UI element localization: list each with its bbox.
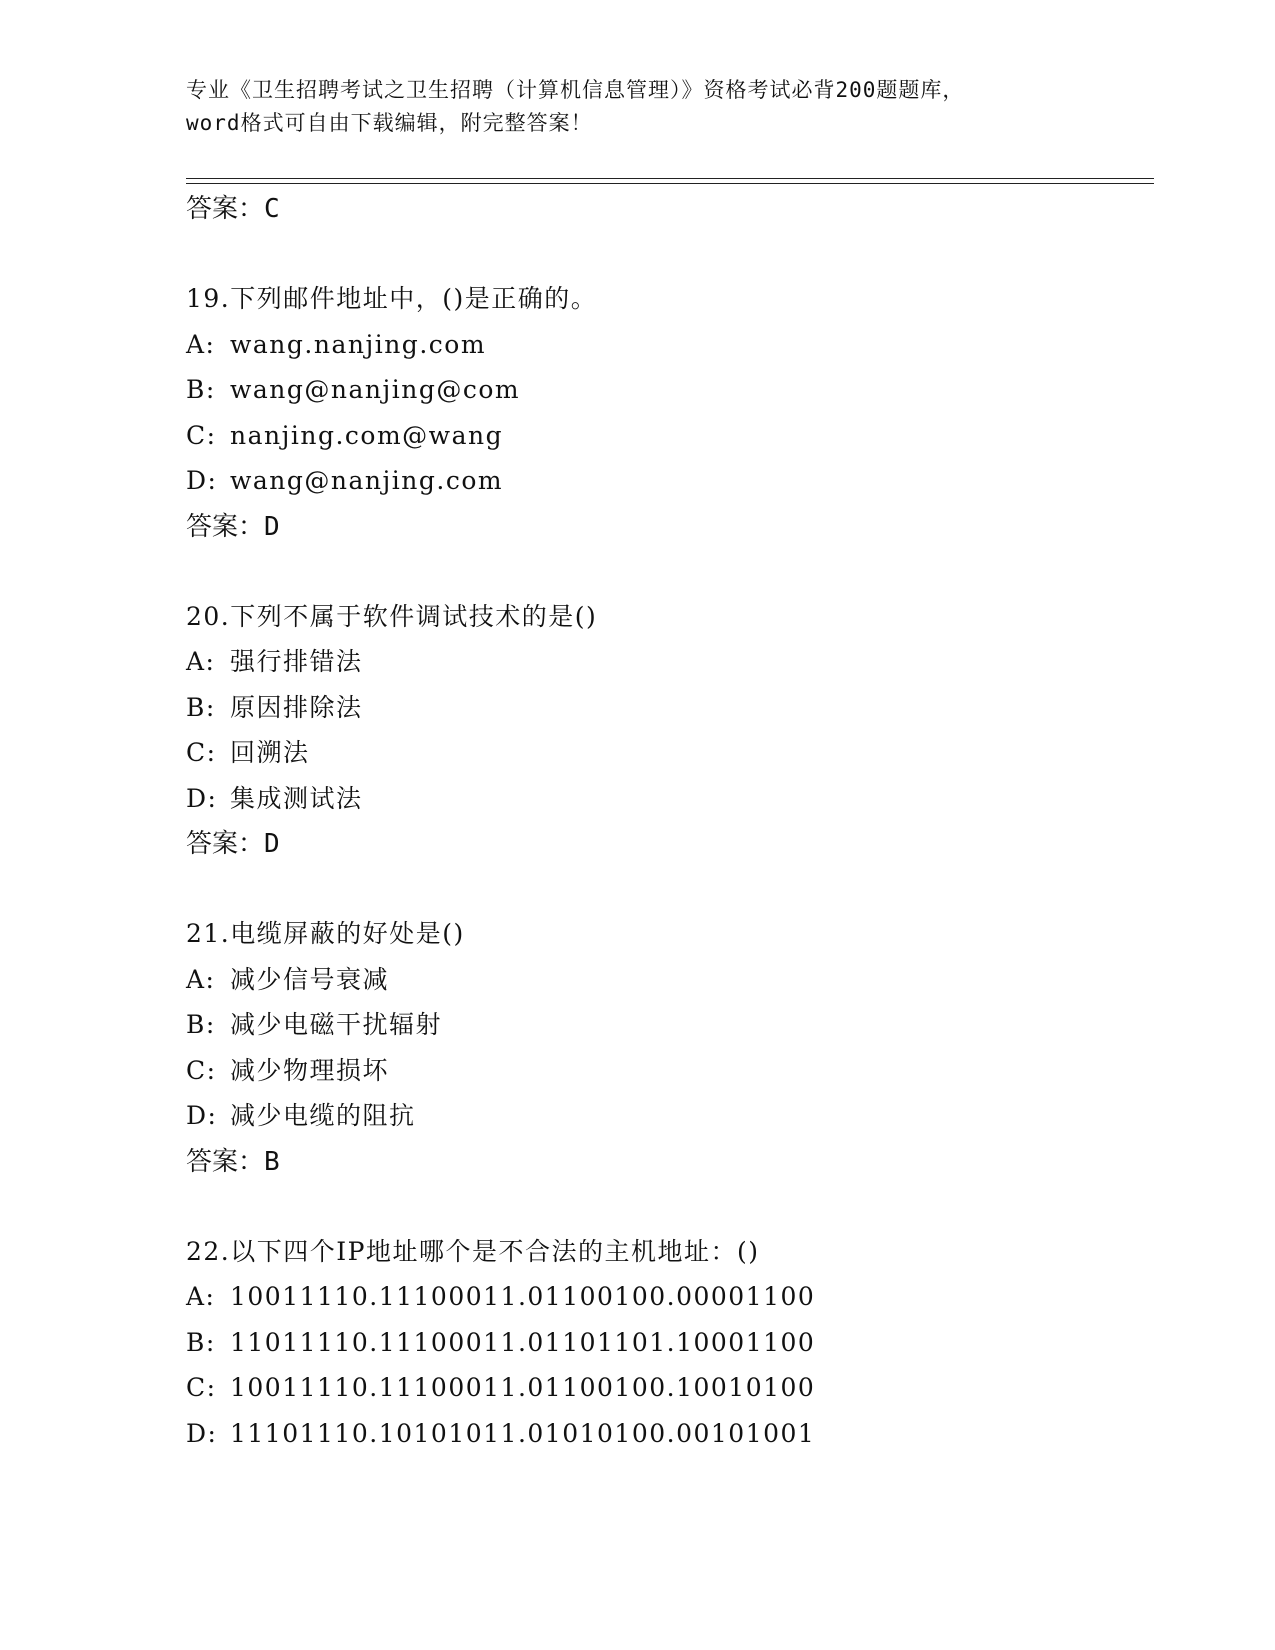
question-20 xyxy=(186,594,1146,868)
header-line-2: word格式可自由下载编辑，附完整答案！ xyxy=(186,111,593,135)
option-text: 10011110.11100011.01100100.00001100 xyxy=(230,1282,816,1311)
option-letter: B: xyxy=(186,692,216,722)
option-text: 强行排错法 xyxy=(230,647,363,676)
option-text: wang@nanjing.com xyxy=(230,466,504,495)
option-b xyxy=(186,367,1146,413)
option-text: 减少信号衰减 xyxy=(230,964,390,994)
option-b xyxy=(186,1320,1146,1366)
answer-line: 答案：D xyxy=(186,829,280,859)
option-d xyxy=(186,458,1146,504)
option-c xyxy=(186,1365,1146,1411)
option-letter: B: xyxy=(186,1010,216,1039)
question-stem: 20.下列不属于软件调试技术的是() xyxy=(186,601,598,631)
option-text: 11101110.10101011.01010100.00101001 xyxy=(230,1418,816,1448)
option-letter: A: xyxy=(186,647,216,676)
answer-line: 答案：B xyxy=(186,1146,280,1177)
page-header xyxy=(186,74,1086,140)
option-letter: D: xyxy=(186,1101,218,1130)
option-a xyxy=(186,1274,1146,1320)
option-letter: C: xyxy=(186,420,217,450)
header-divider-bottom xyxy=(186,183,1154,184)
question-list xyxy=(186,186,1146,1456)
option-text: 减少物理损坏 xyxy=(230,1055,390,1085)
option-c xyxy=(186,1048,1146,1094)
option-d xyxy=(186,1411,1146,1457)
option-text: wang.nanjing.com xyxy=(230,329,487,359)
option-b xyxy=(186,1002,1146,1048)
option-letter: A: xyxy=(186,964,216,994)
option-text: 10011110.11100011.01100100.10010100 xyxy=(230,1373,816,1402)
option-letter: D: xyxy=(186,1418,218,1448)
header-divider-top xyxy=(186,178,1154,179)
header-line-1: 专业《卫生招聘考试之卫生招聘（计算机信息管理）》资格考试必背200题题库， xyxy=(186,78,965,102)
option-d xyxy=(186,1093,1146,1139)
option-letter: D: xyxy=(186,466,218,495)
option-text: 集成测试法 xyxy=(230,783,363,813)
question-19 xyxy=(186,276,1146,550)
question-21 xyxy=(186,911,1146,1185)
option-text: 减少电缆的阻抗 xyxy=(230,1101,416,1130)
option-d xyxy=(186,776,1146,822)
option-b xyxy=(186,685,1146,731)
option-letter: C: xyxy=(186,1055,217,1085)
option-letter: C: xyxy=(186,1373,217,1402)
option-a xyxy=(186,957,1146,1003)
option-letter: D: xyxy=(186,783,218,813)
option-letter: C: xyxy=(186,738,217,767)
option-text: nanjing.com@wang xyxy=(230,420,504,450)
option-letter: B: xyxy=(186,1327,216,1357)
option-text: 11011110.11100011.01101101.10001100 xyxy=(230,1327,816,1357)
question-stem: 19.下列邮件地址中，()是正确的。 xyxy=(186,284,598,313)
option-letter: A: xyxy=(186,329,216,359)
answer-line: 答案：D xyxy=(186,511,280,542)
option-text: 原因排除法 xyxy=(230,692,363,722)
option-a xyxy=(186,639,1146,685)
option-a xyxy=(186,322,1146,368)
option-letter: B: xyxy=(186,375,216,404)
question-stem: 22.以下四个IP地址哪个是不合法的主机地址：() xyxy=(186,1236,760,1266)
question-22 xyxy=(186,1229,1146,1457)
option-text: 回溯法 xyxy=(230,738,310,767)
option-c xyxy=(186,730,1146,776)
option-letter: A: xyxy=(186,1282,216,1311)
previous-answer: 答案：C xyxy=(186,194,280,224)
option-c xyxy=(186,413,1146,459)
option-text: 减少电磁干扰辐射 xyxy=(230,1010,443,1039)
option-text: wang@nanjing@com xyxy=(230,375,521,404)
question-stem: 21.电缆屏蔽的好处是() xyxy=(186,919,465,948)
